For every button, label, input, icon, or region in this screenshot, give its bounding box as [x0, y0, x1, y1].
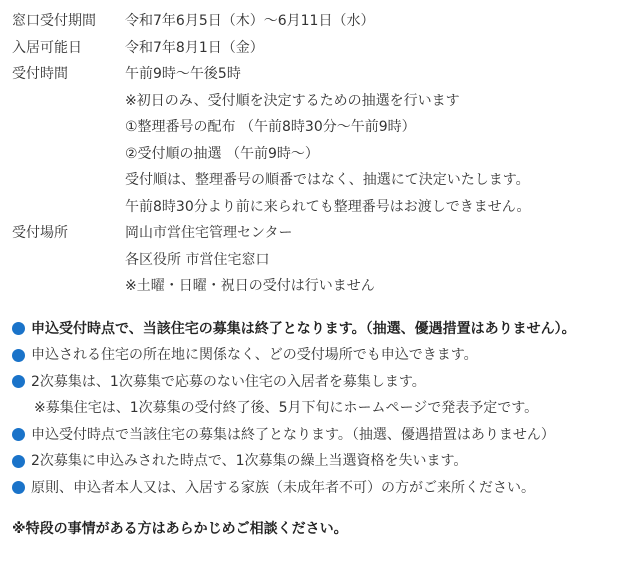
schedule-value-line: 午前8時30分より前に来られても整理番号はお渡しできません。 — [125, 198, 531, 215]
note-item — [12, 316, 639, 343]
schedule-value-line: 令和7年6月5日（木）～6月11日（水） — [125, 13, 375, 29]
schedule-value — [125, 35, 531, 62]
schedule-label: 受付場所 — [12, 225, 68, 241]
bullet-icon — [12, 455, 25, 468]
schedule-value-line: 受付順は、整理番号の順番ではなく、抽選にて決定いたします。 — [125, 172, 530, 188]
bullet-icon — [12, 322, 25, 335]
schedule-value-line: 令和7年8月1日（金） — [125, 39, 264, 56]
schedule-label: 受付時間 — [12, 66, 68, 82]
bullet-icon — [12, 428, 25, 441]
schedule-label: 入居可能日 — [12, 39, 82, 56]
note-item — [12, 422, 639, 449]
schedule-value — [125, 8, 531, 35]
note-item — [12, 369, 639, 396]
schedule-value-line: 岡山市営住宅管理センター — [125, 225, 293, 241]
schedule-table — [12, 8, 531, 300]
note-text: 申込受付時点で、当該住宅の募集は終了となります。（抽選、優遇措置はありません）。 — [31, 320, 576, 337]
note-subtext: ※募集住宅は、1次募集の受付終了後、5月下旬にホームページで発表予定です。 — [34, 400, 539, 416]
schedule-value-line: 午前9時～午後5時 — [125, 66, 241, 82]
schedule-value-line: ②受付順の抽選 （午前9時～） — [125, 145, 319, 162]
bullet-icon — [12, 349, 25, 362]
schedule-row-move-in — [12, 35, 531, 62]
schedule-row-hours — [12, 61, 531, 220]
schedule-row-location — [12, 220, 531, 300]
bullet-icon — [12, 375, 25, 388]
note-item — [12, 448, 639, 475]
notes-list — [12, 316, 639, 502]
schedule-row-period — [12, 8, 531, 35]
note-text: 2次募集は、1次募集で応募のない住宅の入居者を募集します。 — [31, 373, 426, 390]
schedule-value-line: 各区役所 市営住宅窓口 — [125, 251, 270, 268]
bullet-icon — [12, 481, 25, 494]
schedule-value — [125, 220, 531, 300]
schedule-value — [125, 61, 531, 220]
schedule-value-line: ※初日のみ、受付順を決定するための抽選を行います — [125, 92, 460, 109]
schedule-value-line: ※土曜・日曜・祝日の受付は行いません — [125, 278, 375, 294]
note-text: 申込受付時点で当該住宅の募集は終了となります。（抽選、優遇措置はありません） — [31, 426, 555, 443]
note-text: 申込される住宅の所在地に関係なく、どの受付場所でも申込できます。 — [31, 347, 478, 363]
note-text: 2次募集に申込みされた時点で、1次募集の繰上当選資格を失います。 — [31, 453, 468, 469]
schedule-value-line: ①整理番号の配布 （午前8時30分～午前9時） — [125, 119, 416, 135]
schedule-label: 窓口受付期間 — [12, 13, 96, 29]
note-item — [12, 475, 639, 502]
consultation-note: ※特段の事情がある方はあらかじめご相談ください。 — [12, 521, 348, 537]
note-item — [12, 342, 639, 369]
note-text: 原則、申込者本人又は、入居する家族（未成年者不可）の方がご来所ください。 — [31, 479, 535, 496]
